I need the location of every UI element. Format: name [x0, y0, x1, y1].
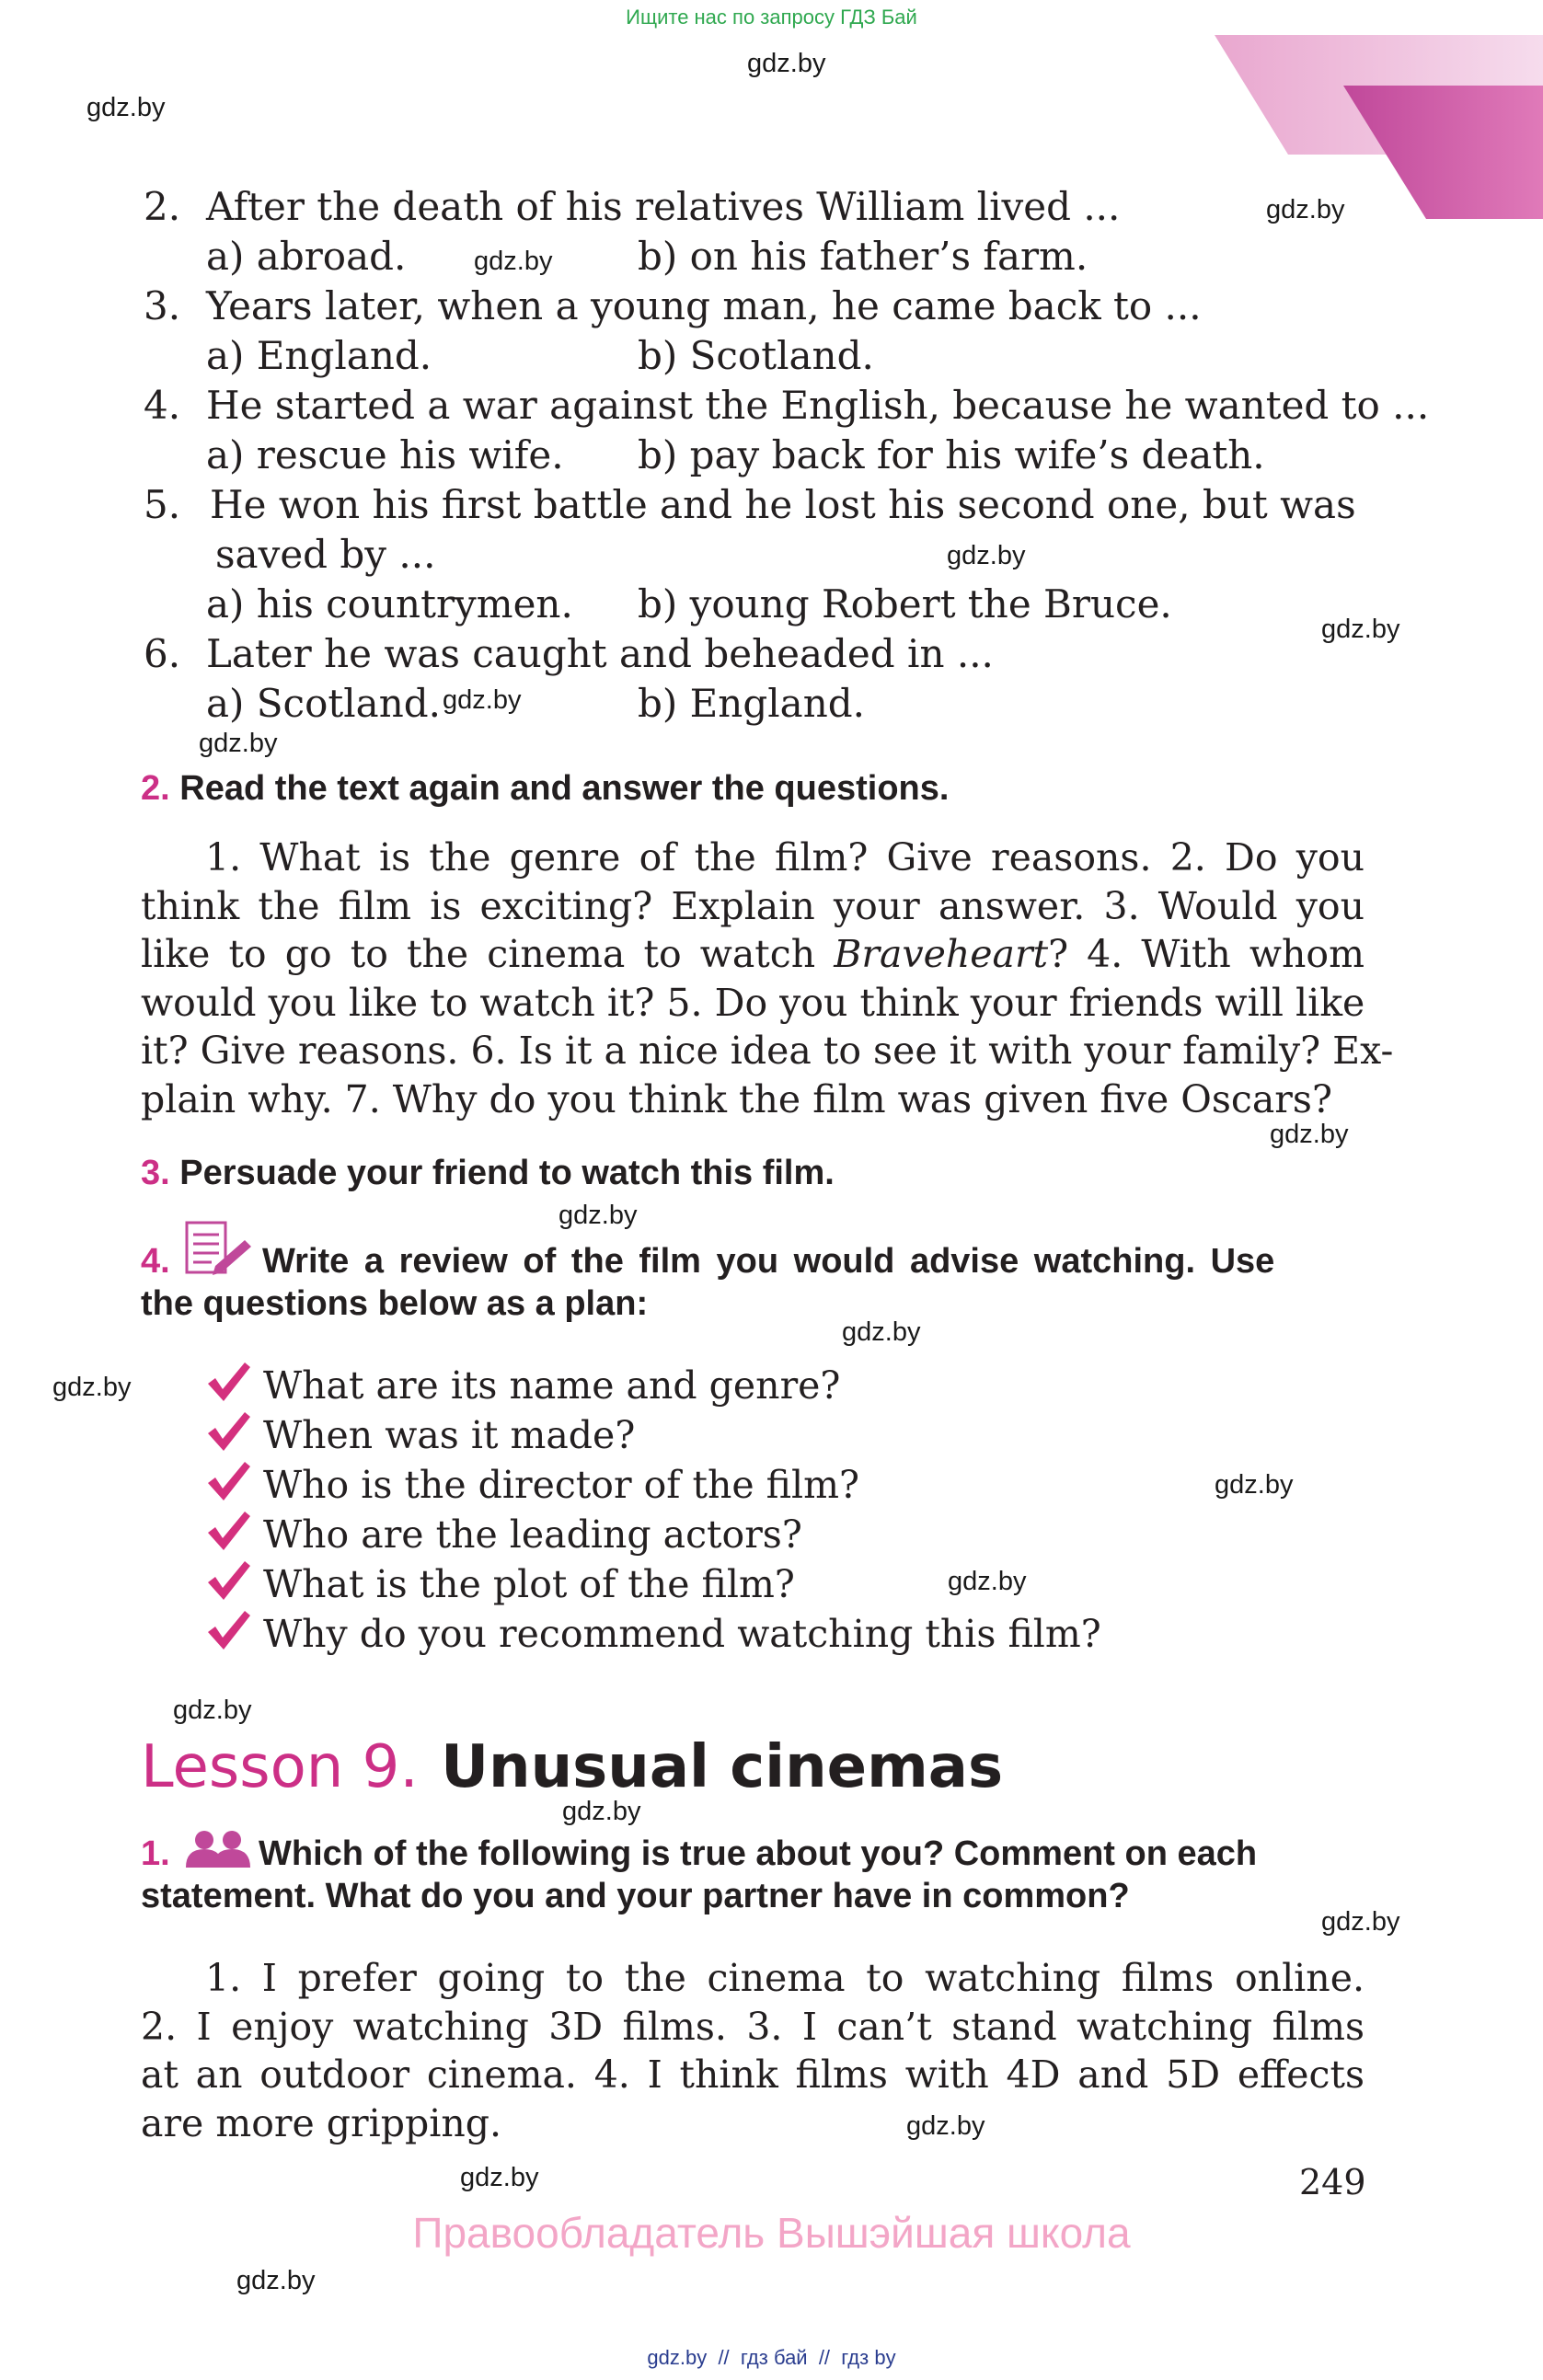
quiz-option-a: a) England.: [206, 333, 432, 378]
watermark: gdz.by: [199, 729, 278, 758]
page-number: 249: [1299, 2162, 1366, 2202]
check-icon: [204, 1459, 252, 1503]
watermark: gdz.by: [236, 2266, 316, 2295]
top-banner[interactable]: Ищите нас по запросу ГДЗ Бай: [626, 6, 917, 29]
quiz-item: 6. Later he was caught and beheaded in ...: [144, 631, 994, 676]
quiz-question: Years later, when a young man, he came back to ...: [206, 283, 1202, 328]
quiz-option-b: b) pay back for his wife’s death.: [638, 432, 1265, 477]
quiz-option-a: a) his countrymen.: [206, 581, 573, 627]
watermark: gdz.by: [947, 541, 1026, 570]
lesson-task1-title: Which of the following is true about you? Comment on each: [259, 1834, 1258, 1873]
pair-work-icon: [184, 1829, 252, 1869]
quiz-option-a: a) rescue his wife.: [206, 432, 564, 477]
watermark: gdz.by: [842, 1317, 921, 1347]
task2-paragraph: 1. What is the genre of the film? Give reasons. 2. Do you think the film is exciting? Explain your answer. 3. Would you like to go to the cinema to watch Braveheart? 4. With whom would you like to watch it? 5. Do you think your friends will like it? Give reasons. 6. Is it a nice idea to see it with your family? Ex- plain why. 7. Why do you think the film was given five Oscars?: [141, 835, 1394, 1121]
quiz-option-b: b) Scotland.: [638, 333, 874, 378]
watermark: gdz.by: [558, 1201, 638, 1230]
lesson-label: Lesson 9.: [141, 1733, 419, 1801]
task4-title-cont: the questions below as a plan:: [141, 1284, 649, 1323]
watermark: gdz.by: [948, 1567, 1027, 1596]
quiz-item: 4. He started a war against the English, because he wanted to ...: [144, 383, 1430, 428]
watermark: gdz.by: [1321, 1907, 1400, 1937]
watermark: gdz.by: [1270, 1120, 1349, 1149]
film-title: Braveheart: [834, 932, 1049, 976]
lesson-heading: [141, 1733, 1003, 1801]
quiz-option-a: a) abroad.: [206, 234, 407, 279]
check-icon: [204, 1409, 252, 1454]
lesson-title: Unusual cinemas: [441, 1733, 1004, 1801]
plan-question: What is the plot of the film?: [263, 1562, 795, 1606]
watermark: gdz.by: [460, 2163, 539, 2192]
watermark: gdz.by: [747, 49, 826, 78]
check-icon: [204, 1558, 252, 1603]
copyright-notice: Правообладатель Вышэйшая школа: [412, 2209, 1131, 2257]
task-heading: 1.: [141, 1834, 170, 1873]
check-icon: [204, 1360, 252, 1404]
lesson-task1-title-cont: statement. What do you and your partner have in common?: [141, 1877, 1130, 1915]
corner-decoration: [1205, 35, 1543, 224]
quiz-question: He started a war against the English, because he wanted to ...: [206, 383, 1430, 428]
watermark: gdz.by: [562, 1797, 641, 1826]
writing-icon: [184, 1220, 254, 1277]
watermark: gdz.by: [906, 2111, 985, 2141]
plan-question: What are its name and genre?: [263, 1363, 841, 1408]
quiz-question: He won his first battle and he lost his second one, but was: [210, 482, 1356, 527]
plan-question: Why do you recommend watching this film?: [263, 1612, 1101, 1656]
quiz-option-b: b) young Robert the Bruce.: [638, 581, 1172, 627]
quiz-option-a: a) Scotland.: [206, 681, 441, 726]
task-heading: 4.: [141, 1242, 170, 1281]
task-heading: 2. Read the text again and answer the questions.: [141, 769, 950, 808]
quiz-option-b: b) on his father’s farm.: [638, 234, 1088, 279]
quiz-question: After the death of his relatives William lived ...: [206, 184, 1121, 229]
plan-question: Who are the leading actors?: [263, 1512, 802, 1557]
lesson-task1-paragraph: 1. I prefer going to the cinema to watching films online. 2. I enjoy watching 3D films. 3. I can’t stand watching films at an outdoor cinema. 4. I think films with 4D and 5D effects are more gripping.: [141, 1956, 1365, 2145]
watermark: gdz.by: [1215, 1470, 1294, 1500]
quiz-item: 2. After the death of his relatives William lived ...: [144, 184, 1121, 229]
watermark: gdz.by: [443, 685, 522, 715]
watermark: gdz.by: [173, 1696, 252, 1725]
task-heading: 3. Persuade your friend to watch this film.: [141, 1154, 835, 1192]
quiz-item: 5. He won his first battle and he lost his second one, but was: [144, 482, 1356, 527]
plan-question: When was it made?: [263, 1413, 636, 1457]
watermark: gdz.by: [1321, 615, 1400, 644]
check-icon: [204, 1608, 252, 1652]
footer-links[interactable]: gdz.by // гдз бай // гдз by: [647, 2346, 896, 2369]
quiz-question: Later he was caught and beheaded in ...: [206, 631, 994, 676]
plan-question: Who is the director of the film?: [263, 1463, 859, 1507]
watermark: gdz.by: [86, 93, 166, 122]
quiz-item: 3. Years later, when a young man, he came back to ...: [144, 283, 1202, 328]
check-icon: [204, 1509, 252, 1553]
quiz-question-cont: saved by ...: [215, 532, 436, 577]
watermark: gdz.by: [52, 1373, 132, 1402]
task4-title: Write a review of the film you would advise watching. Use: [262, 1242, 1275, 1281]
watermark: gdz.by: [1266, 195, 1345, 224]
watermark: gdz.by: [474, 247, 553, 276]
quiz-option-b: b) England.: [638, 681, 865, 726]
